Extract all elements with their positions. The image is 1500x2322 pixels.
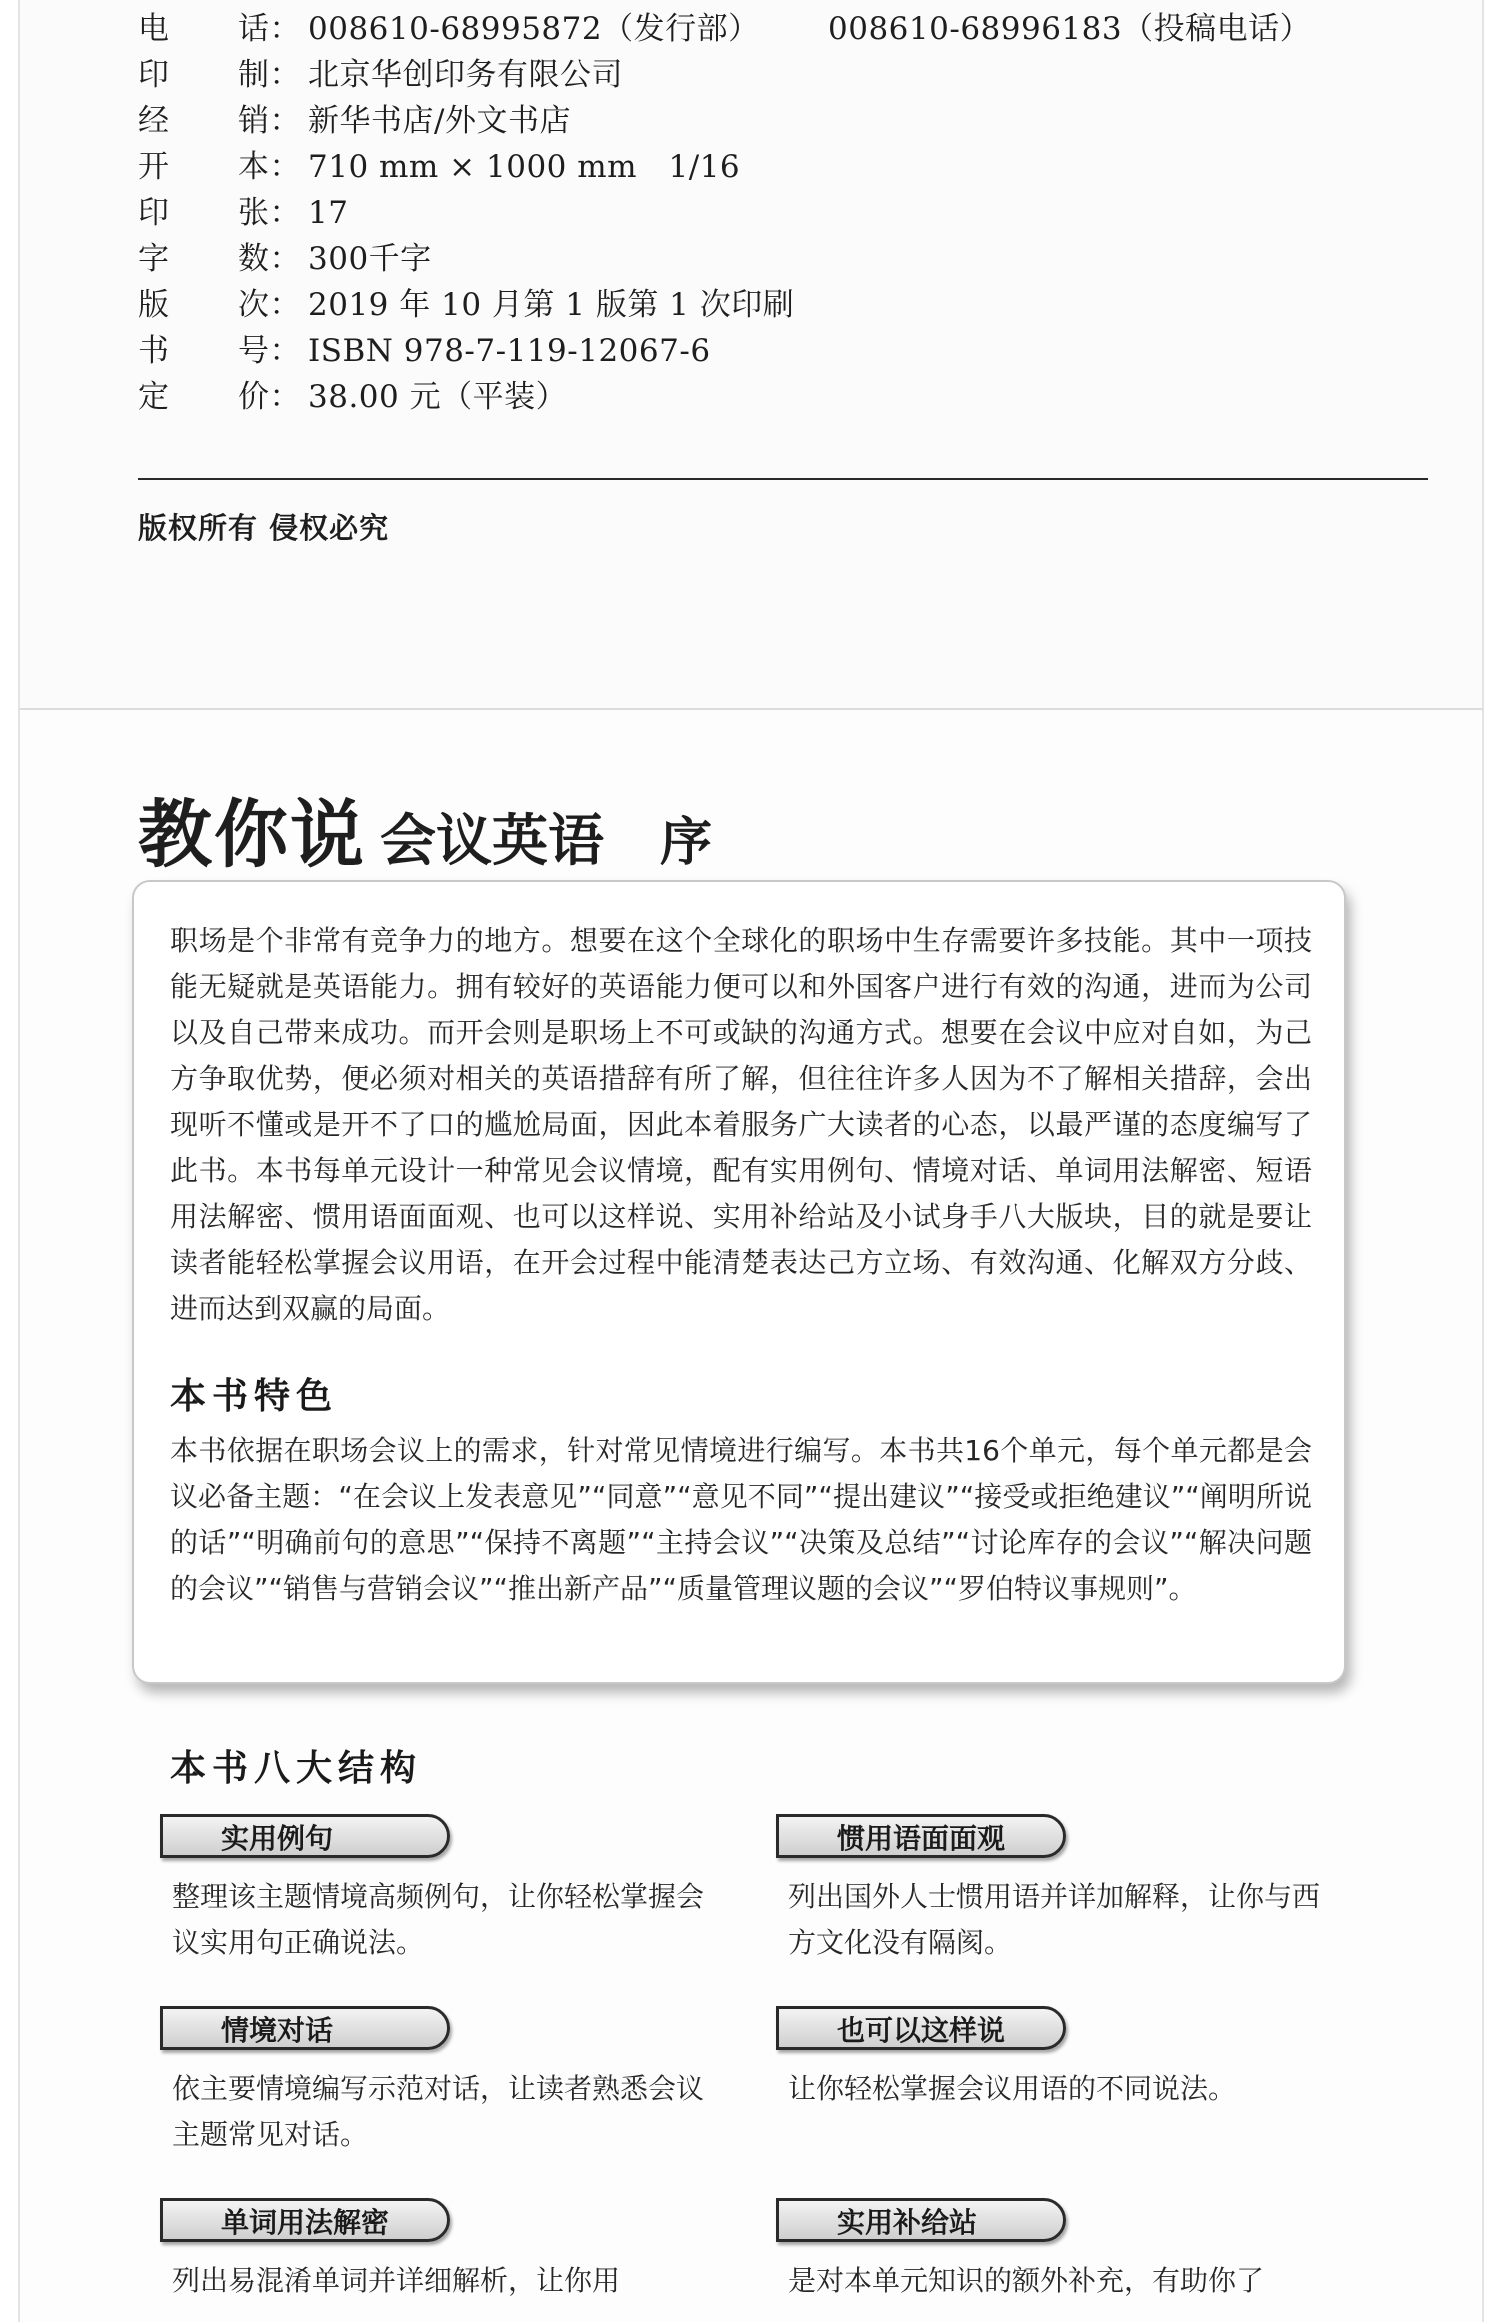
- divider-line: [138, 478, 1428, 480]
- series-brand: 教你说: [138, 792, 366, 878]
- format-value: 710 mm × 1000 mm 1/16: [308, 149, 741, 185]
- price-label: 价：: [238, 379, 301, 415]
- features-heading: 本书特色: [170, 1376, 339, 1417]
- distributor-value: 新华书店/外文书店: [308, 103, 571, 139]
- sheets-label-char: 印: [138, 195, 170, 231]
- wordcount-value: 300千字: [308, 241, 432, 277]
- phone-distribution: 008610-68995872（发行部）: [308, 11, 760, 47]
- section-desc-word-usage: 列出易混淆单词并详细解析，让你用: [172, 2264, 621, 2297]
- sheets-label: 张：: [238, 195, 301, 231]
- preface-text-box: [132, 880, 1346, 1684]
- features-paragraph: 本书依据在职场会议上的需求，针对常见情境进行编写。本书共16个单元，每个单元都是会议必备主题：“在会议上发表意见”“同意”“意见不同”“提出建议”“接受或拒绝建议”“阐明所说的话”“明确前句的意思”“保持不离题”“主持会议”“决策及总结”“讨论库存的会议”“解决问题的会议”“销售与营销会议”“推出新产品”“质量管理议题的会议”“罗伯特议事规则”。: [170, 1434, 1312, 1605]
- section-desc-idioms: 列出国外人士惯用语并详加解释，让你与西方文化没有隔阂。: [788, 1880, 1321, 1959]
- wordcount-label-char: 字: [138, 241, 170, 277]
- isbn-value: ISBN 978-7-119-12067-6: [308, 333, 711, 369]
- preface-page: [18, 710, 1484, 2322]
- distributor-label-char: 经: [138, 103, 170, 139]
- section-desc-example-sentences: 整理该主题情境高频例句，让你轻松掌握会议实用句正确说法。: [172, 1880, 705, 1959]
- section-tab-example-sentences: 实用例句: [160, 1814, 450, 1858]
- phone-submission: 008610-68996183（投稿电话）: [828, 11, 1312, 47]
- preface-label: 序: [660, 813, 713, 873]
- distributor-label: 销：: [238, 103, 301, 139]
- wordcount-label: 数：: [238, 241, 301, 277]
- edition-label-char: 版: [138, 287, 170, 323]
- section-desc-alternatives: 让你轻松掌握会议用语的不同说法。: [788, 2072, 1237, 2105]
- section-desc-dialogues: 依主要情境编写示范对话，让读者熟悉会议主题常见对话。: [172, 2072, 705, 2151]
- phone-label-char: 电: [138, 11, 170, 47]
- printer-value: 北京华创印务有限公司: [308, 57, 623, 93]
- copyright-notice: 版权所有 侵权必究: [138, 511, 390, 545]
- format-label: 本：: [238, 149, 301, 185]
- preface-heading: [138, 776, 712, 882]
- format-label-char: 开: [138, 149, 170, 185]
- structure-heading: 本书八大结构: [170, 1748, 423, 1789]
- section-tab-word-usage: 单词用法解密: [160, 2198, 450, 2242]
- section-tab-idioms: 惯用语面面观: [776, 1814, 1066, 1858]
- copyright-page: [18, 0, 1484, 710]
- printer-label-char: 印: [138, 57, 170, 93]
- section-tab-alternatives: 也可以这样说: [776, 2006, 1066, 2050]
- printer-label: 制：: [238, 57, 301, 93]
- isbn-label: 号：: [238, 333, 301, 369]
- section-tab-dialogues: 情境对话: [160, 2006, 450, 2050]
- phone-label: 话：: [238, 11, 301, 47]
- price-value: 38.00 元（平装）: [308, 379, 568, 415]
- preface-intro-paragraph: 职场是个非常有竞争力的地方。想要在这个全球化的职场中生存需要许多技能。其中一项技能无疑就是英语能力。拥有较好的英语能力便可以和外国客户进行有效的沟通，进而为公司以及自己带来成功。而开会则是职场上不可或缺的沟通方式。想要在会议中应对自如，为己方争取优势，便必须对相关的英语措辞有所了解，但往往许多人因为不了解相关措辞，会出现听不懂或是开不了口的尴尬局面，因此本着服务广大读者的心态，以最严谨的态度编写了此书。本书每单元设计一种常见会议情境，配有实用例句、情境对话、单词用法解密、短语用法解密、惯用语面面观、也可以这样说、实用补给站及小试身手八大版块，目的就是要让读者能轻松掌握会议用语，在开会过程中能清楚表达己方立场、有效沟通、化解双方分歧、进而达到双赢的局面。: [170, 924, 1312, 1325]
- sheets-value: 17: [308, 195, 349, 231]
- isbn-label-char: 书: [138, 333, 170, 369]
- book-name: 会议英语: [380, 809, 604, 874]
- edition-label: 次：: [238, 287, 301, 323]
- section-desc-supplement: 是对本单元知识的额外补充，有助你了: [788, 2264, 1265, 2297]
- price-label-char: 定: [138, 379, 170, 415]
- edition-value: 2019 年 10 月第 1 版第 1 次印刷: [308, 287, 795, 323]
- section-tab-supplement: 实用补给站: [776, 2198, 1066, 2242]
